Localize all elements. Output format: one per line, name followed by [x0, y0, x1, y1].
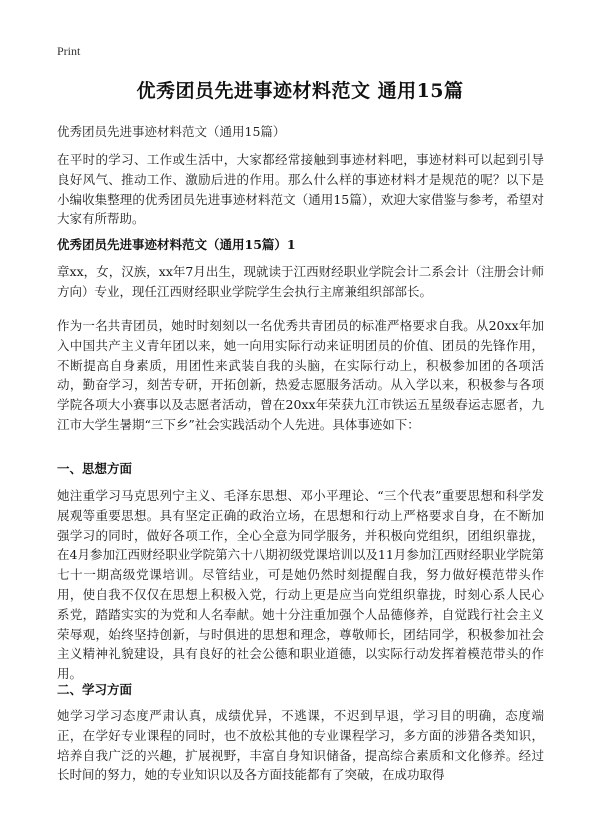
- intro-paragraph: 在平时的学习、工作或生活中，大家都经常接触到事迹材料吧，事迹材料可以起到引导良好风气、推动工作、激励后进的作用。那么什么样的事迹材料才是规范的呢？以下是小编收集整理的优秀团员先进事迹材料范文（通用15篇），欢迎大家借鉴与参考，希望对大家有所帮助。: [57, 152, 544, 227]
- print-label: Print: [57, 44, 81, 58]
- article-heading: 优秀团员先进事迹材料范文（通用15篇）1: [57, 237, 296, 252]
- section-heading-study: 二、学习方面: [57, 682, 133, 697]
- summary-paragraph: 作为一名共青团员，她时时刻刻以一名优秀共青团员的标准严格要求自我。从20xx年加入中国共产主义青年团以来，她一向用实际行动来证明团员的价值、团员的先锋作用，不断提高自身素质，用团性来武装自我的头脑，在实际行动上，积极参加团的各项活动，勤奋学习，刻苦专研，开拓创新，热爱志愿服务活动。从入学以来，积极参与各项学院各项大小赛事以及志愿者活动，曾在20xx年荣获九江市铁运五星级春运志愿者，九江市大学生暑期“三下乡”社会实践活动个人先进。具体事迹如下：: [57, 318, 544, 432]
- section-text-thought: 她注重学习马克思列宁主义、毛泽东思想、邓小平理论、“三个代表”重要思想和科学发展观等重要思想。具有坚定正确的政治立场，在思想和行动上严格要求自身，在不断加强学习的同时，做好各项工作，全心全意为同学服务，并积极向党组织，团组织靠拢，在4月参加江西财经职业学院第六十八期初级党课培训以及11月参加江西财经职业学院第七十一期高级党课培训。尽管结业，可是她仍然时刻提醒自我，努力做好模范带头作用，使自我不仅仅在思想上积极入党，行动上更是应当向党组织靠拢，时刻心系人民心系党，踏踏实实的为党和人名奉献。她十分注重加强个人品德修养，自觉践行社会主义荣辱观，始终坚持创新，与时俱进的思想和理念，尊敬师长，团结同学，积极参加社会主义精神礼貌建设，具有良好的社会公德和职业道德，以实际行动发挥着模范带头的作用。: [57, 488, 544, 682]
- profile-paragraph: 章xx，女，汉族，xx年7月出生，现就读于江西财经职业学院会计二系会计（注册会计师方向）专业，现任江西财经职业学院学生会执行主席兼组织部部长。: [57, 264, 544, 299]
- section-text-study: 她学习学习态度严肃认真，成绩优异，不逃课，不迟到早退，学习目的明确，态度端正，在学好专业课程的同时，也不放松其他的专业课程学习，多方面的涉猎各类知识，培养自我广泛的兴趣，扩展视野，丰富自身知识储备，提高综合素质和文化修养。经过长时间的努力，她的专业知识以及各方面技能都有了突破，在成功取得: [57, 708, 544, 783]
- page-title: 优秀团员先进事迹材料范文 通用15篇: [136, 80, 464, 102]
- section-heading-thought: 一、思想方面: [57, 461, 133, 476]
- document-subtitle: 优秀团员先进事迹材料范文（通用15篇）: [57, 124, 286, 139]
